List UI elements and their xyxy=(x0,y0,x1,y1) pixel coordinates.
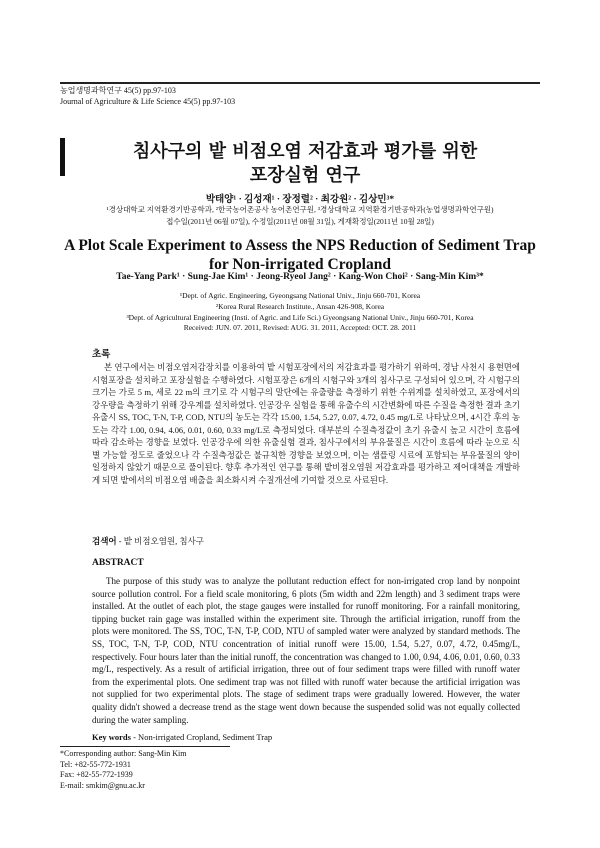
affiliation-ko-line: ¹경상대학교 지역환경기반공학과, ²한국농어촌공사 농어촌연구원, ³경상대학교 지역환경기반공학과(농업생명과학연구원) xyxy=(106,205,494,214)
journal-citation-en: Journal of Agriculture & Life Science 45(5) pp.97-103 xyxy=(60,97,236,106)
keywords-ko xyxy=(92,535,204,547)
affiliation-en-2: ²Korea Rural Research Institute., Ansan 426-908, Korea xyxy=(215,302,385,311)
authors-ko: 박태양¹ · 김성재¹ · 장정렬² · 최강원² · 김상민³* xyxy=(205,195,395,205)
footnote-rule xyxy=(60,746,230,747)
keywords-en xyxy=(92,732,272,742)
received-dates: Received: JUN. 07. 2011, Revised: AUG. 31. 2011, Accepted: OCT. 28. 2011 xyxy=(183,323,417,332)
affiliation-en-1: ¹Dept. of Agric. Engineering, Gyeongsang National Univ., Jinju 660-701, Korea xyxy=(179,291,421,300)
keywords-ko-text: - 밭 비점오염원, 침사구 xyxy=(116,536,204,546)
abstract-ko-heading: 초록 xyxy=(92,350,111,360)
title-accent-bar xyxy=(60,138,65,176)
title-ko-line2: 포장실험 연구 xyxy=(249,165,361,186)
keywords-en-text: - Non-irrigated Cropland, Sediment Trap xyxy=(130,732,273,742)
header-rule xyxy=(60,82,540,84)
dates-ko: 접수일(2011년 06월 07일), 수정일(2011년 08월 31일), 게재확정일(2011년 10월 28일) xyxy=(166,217,434,226)
journal-info xyxy=(60,85,235,107)
affiliations-ko xyxy=(60,204,540,228)
affiliations-en xyxy=(60,290,540,323)
abstract-ko-body: 본 연구에서는 비점오염저감장치를 이용하여 밭 시험포장에서의 저감효과를 평가하기 위하여, 경남 사천시 용현면에 시험포장을 설치하고 포장실험을 수행하였다. 시험포장은 6개의 시험구와 3개의 침사구로 구성되어 있으며, 각 시험구의 크기는 가로 5 m, 세로 22 m의 크기로 각 시험구의 말단에는 유출량을 측정하기 위한 수위계를 설치하였고, 포장에서의 강우량을 측정하기 위해 강우계를 설치하였다. 인공강우 실험을 통해 유출수의 시간변화에 따른 수질을 측정한 결과 초기 유출시 SS, TOC, T-N, T-P, COD, NTU의 농도는 각각 15.00, 1.54, 5.27, 0.07, 4.72, 0.45 mg/L로 나타났으며, 4시간 후의 농도는 각각 1.00, 0.94, 4.06, 0.01, 0.60, 0.33 mg/L로 측정되었다. 대부분의 수질측정값이 초기 유출시 높고 시간이 흐름에 따라 감소하는 경향을 보였다. 인공강우에 의한 유출실험 결과, 침사구에서의 부유물질은 시간이 흐름에 따라 눈으로 식별 가능할 정도로 줄었으나 각 수질측정값은 불규칙한 경향을 보였으며, 이는 샘플링 시료에 포함되는 부유물질의 양이 일정하지 않았기 때문으로 풀이된다. 향후 추가적인 연구를 통해 밭비점오염원 저감효과를 평가하고 제어대책을 개발하게 되면 밭에서의 비점오염 배출을 최소화시켜 수질개선에 기여할 것으로 사료된다. xyxy=(92,363,520,485)
authors-en: Tae-Yang Park¹ · Sung-Jae Kim¹ · Jeong-Ryeol Jang² · Kang-Won Choi² · Sang-Min Kim³* xyxy=(116,272,484,282)
corresponding-author: *Corresponding author: Sang-Min Kim xyxy=(60,749,187,758)
keywords-en-label: Key words xyxy=(92,732,131,742)
title-en-line2: for Non-irrigated Cropland xyxy=(209,256,391,273)
telephone: Tel: +82-55-772-1931 xyxy=(60,759,131,769)
email: E-mail: smkim@gnu.ac.kr xyxy=(60,780,145,790)
keywords-ko-label: 검색어 xyxy=(92,536,117,546)
title-ko-line1: 침사구의 밭 비점오염 저감효과 평가를 위한 xyxy=(132,141,478,162)
fax: Fax: +82-55-772-1939 xyxy=(60,770,133,779)
journal-citation-ko: 농업생명과학연구 45(5) pp.97-103 xyxy=(60,86,176,95)
footnote xyxy=(60,749,186,791)
abstract-en-body: The purpose of this study was to analyze the pollutant reduction effect for non-irrigated crop land by nonpoint source pollution control. For a field scale monitoring, 6 plots (5m width and 22m length) and 3 sediment traps were installed. At the outlet of each plot, the stage gauges were installed for runoff monitoring. For a rainfall monitoring, tipping bucket rain gage was installed within the experiment site. Through the artificial irrigation, runoff from the plots were monitored. The SS, TOC, T-N, T-P, COD, NTU of sampled water were analyzed by standard methods. The SS, TOC, T-N, T-P, COD, NTU concentration of initial runoff were 15.00, 1.54, 5.27, 0.07, 4.72, 0.45mg/L, respectively. Four hours later than the initial runoff, the concentration was changed to 1.00, 0.94, 4.06, 0.01, 0.60, 0.33 mg/L, respectively. As a result of artificial irrigation, three out of four sediment traps were filled with runoff water from the experimental plots. One sediment trap was not filled with runoff water because the artificial irrigation was not supplied for two experimental plots. The stage of sediment traps were gradually lowered. However, the water quality didn't showed a decrease trend as the stage went down because the suspended solid was not equally collected during the water sampling. xyxy=(92,576,520,725)
affiliation-en-3: ³Dept. of Agricultural Engineering (Insti. of Agric. and Life Sci.) Gyeongsang National Univ., Jinju 660-701, Korea xyxy=(126,313,474,322)
abstract-en-heading: ABSTRACT xyxy=(92,558,144,568)
title-en-line1: A Plot Scale Experiment to Assess the NPS Reduction of Sediment Trap xyxy=(64,237,536,254)
